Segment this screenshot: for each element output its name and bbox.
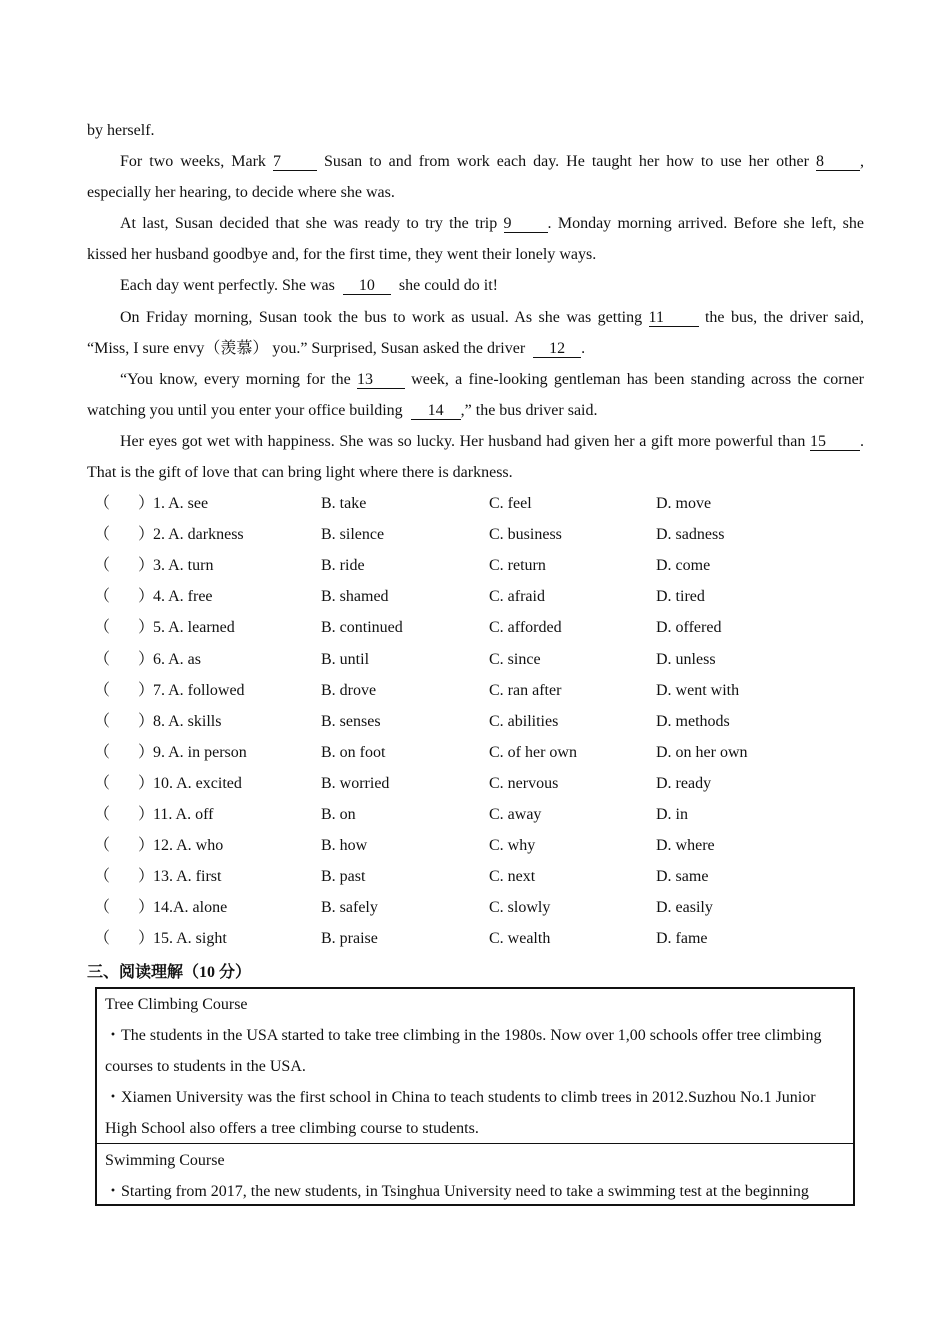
option-b: B. how [321, 837, 368, 855]
option-a: 5. A. learned [153, 619, 235, 637]
option-d: D. unless [656, 650, 716, 668]
passage-line [87, 463, 513, 483]
answer-paren-open[interactable]: （ [94, 495, 111, 512]
passage-text: Each day went perfectly. She was [120, 277, 335, 294]
option-d: D. went with [656, 681, 740, 699]
section-heading [87, 962, 251, 983]
blank-9: 9 [504, 215, 548, 233]
blank-14: 14 [411, 402, 461, 420]
option-c: C. business [489, 526, 562, 544]
passage-text: kissed her husband goodbye and, for the first time, they went their lonely ways. [87, 246, 597, 263]
passage-text: watching you until you enter your office building [87, 402, 403, 419]
option-c: C. ran after [489, 681, 562, 699]
option-d: D. ready [656, 774, 712, 792]
passage-text: Her eyes got wet with happiness. She was so lucky. Her husband had given her a gift more powerful than [120, 433, 806, 450]
answer-paren-close: ） [138, 681, 155, 699]
reading-table [95, 987, 855, 1206]
option-b: B. on [321, 806, 356, 823]
option-a: 9. A. in person [153, 743, 247, 761]
passage-line [120, 432, 864, 452]
answer-paren-open[interactable]: （ [94, 743, 111, 761]
option-c: C. return [489, 557, 546, 575]
answer-paren-close: ） [138, 930, 155, 948]
answer-paren-open[interactable]: （ [94, 774, 111, 792]
passage-text: , [860, 153, 865, 170]
section-points: 10 分 [199, 964, 236, 981]
swimming-heading: Swimming Course [105, 1152, 225, 1169]
question-row [87, 587, 867, 607]
question-row [87, 681, 867, 701]
blank-10: 10 [343, 277, 391, 295]
passage-line [87, 121, 155, 141]
question-row [87, 836, 867, 856]
passage-text: “Miss, I sure envy（羡慕） you.” Surprised, Susan asked the driver [87, 340, 526, 357]
passage-text: That is the gift of love that can bring light where there is darkness. [87, 464, 513, 481]
option-a: 11. A. off [153, 806, 214, 823]
option-b: B. worried [321, 774, 390, 792]
question-row [87, 867, 867, 887]
option-b: B. ride [321, 557, 365, 575]
answer-paren-close: ） [138, 588, 155, 606]
option-c: C. afforded [489, 619, 562, 637]
passage-line [87, 401, 598, 421]
passage-text: “You know, every morning for the [120, 371, 351, 388]
answer-paren-open[interactable]: （ [94, 806, 111, 823]
option-d: D. in [656, 806, 688, 823]
section-title: 三、阅读理解（ [87, 962, 200, 981]
option-c: C. nervous [489, 774, 559, 792]
section-title-close: ） [235, 962, 252, 981]
option-a: 10. A. excited [153, 774, 242, 792]
blank-12: 12 [533, 340, 581, 358]
option-c: C. feel [489, 495, 532, 512]
option-d: D. fame [656, 930, 708, 948]
option-c: C. slowly [489, 899, 551, 917]
option-d: D. tired [656, 588, 705, 606]
passage-text: by herself. [87, 122, 155, 139]
option-c: C. abilities [489, 712, 559, 730]
answer-paren-close: ） [138, 712, 155, 730]
question-row [87, 556, 867, 576]
option-b: B. silence [321, 526, 385, 544]
answer-paren-open[interactable]: （ [94, 712, 111, 730]
answer-paren-open[interactable]: （ [94, 526, 111, 544]
option-c: C. why [489, 837, 536, 855]
answer-paren-close: ） [138, 557, 155, 575]
option-a: 4. A. free [153, 588, 213, 606]
option-d: D. where [656, 837, 715, 855]
passage-line [120, 152, 864, 172]
answer-paren-close: ） [138, 837, 155, 855]
answer-paren-open[interactable]: （ [94, 899, 111, 917]
passage-text: ,” the bus driver said. [460, 402, 598, 419]
option-a: 14.A. alone [153, 899, 228, 917]
question-row [87, 898, 867, 918]
passage-line [120, 276, 498, 296]
answer-paren-open[interactable]: （ [94, 681, 111, 699]
question-row [87, 805, 867, 825]
answer-paren-open[interactable]: （ [94, 930, 111, 948]
blank-11: 11 [649, 309, 699, 327]
question-row [87, 743, 867, 763]
option-b: B. continued [321, 619, 403, 637]
option-a: 1. A. see [153, 495, 209, 512]
passage-text: the bus, the driver said, [704, 309, 865, 326]
option-a: 3. A. turn [153, 557, 214, 575]
passage-text: For two weeks, Mark [120, 153, 266, 170]
tree-climbing-bullet-2: ・Xiamen University was the first school in China to teach students to climb trees in 2012.Suzhou No.1 Junior [105, 1089, 816, 1106]
answer-paren-close: ） [138, 774, 155, 792]
passage-text: Susan to and from work each day. He taught her how to use her other [323, 153, 809, 170]
question-row [87, 618, 867, 638]
question-row [87, 929, 867, 949]
option-a: 7. A. followed [153, 681, 245, 699]
option-c: C. of her own [489, 743, 577, 761]
question-row [87, 712, 867, 732]
answer-paren-open[interactable]: （ [94, 868, 111, 886]
answer-paren-close: ） [138, 806, 155, 823]
passage-text: On Friday morning, Susan took the bus to work as usual. As she was getting [120, 309, 643, 326]
option-a: 8. A. skills [153, 712, 222, 730]
answer-paren-open[interactable]: （ [94, 557, 111, 575]
tree-climbing-heading: Tree Climbing Course [105, 996, 248, 1013]
option-b: B. take [321, 495, 367, 512]
answer-paren-close: ） [138, 868, 155, 886]
option-b: B. until [321, 650, 370, 668]
passage-text: . Monday morning arrived. Before she left, she [547, 215, 865, 232]
option-a: 13. A. first [153, 868, 222, 886]
passage-line [120, 370, 864, 390]
passage-line [87, 245, 596, 265]
passage-text: At last, Susan decided that she was ready to try the trip [120, 215, 498, 232]
answer-paren-close: ） [138, 526, 155, 544]
answer-paren-close: ） [138, 619, 155, 637]
tree-climbing-bullet-1: ・The students in the USA started to take tree climbing in the 1980s. Now over 1,00 schools offer tree climbing [105, 1027, 822, 1044]
option-d: D. come [656, 557, 711, 575]
option-b: B. past [321, 868, 366, 886]
option-a: 2. A. darkness [153, 526, 244, 544]
question-row [87, 650, 867, 670]
passage-line [87, 339, 585, 359]
option-b: B. senses [321, 712, 381, 730]
option-c: C. afraid [489, 588, 545, 606]
option-a: 15. A. sight [153, 930, 227, 948]
question-row [87, 774, 867, 794]
option-c: C. next [489, 868, 536, 886]
blank-15: 15 [810, 433, 860, 451]
passage-line [120, 308, 864, 328]
swimming-bullet-1: ・Starting from 2017, the new students, in Tsinghua University need to take a swimming test at the beginning [105, 1183, 809, 1200]
option-d: D. move [656, 495, 712, 512]
blank-8: 8 [816, 153, 860, 171]
option-d: D. on her own [656, 743, 748, 761]
question-row [87, 494, 867, 514]
blank-7: 7 [273, 153, 317, 171]
passage-line [120, 214, 864, 234]
option-d: D. sadness [656, 526, 725, 544]
passage-line [87, 183, 395, 203]
passage-text: . [581, 340, 586, 357]
blank-13: 13 [357, 371, 405, 389]
answer-paren-close: ） [138, 743, 155, 761]
option-d: D. same [656, 868, 709, 886]
answer-paren-close: ） [138, 650, 155, 668]
option-b: B. praise [321, 930, 378, 948]
tree-climbing-bullet-1-cont: courses to students in the USA. [105, 1058, 306, 1075]
option-c: C. since [489, 650, 541, 668]
option-a: 12. A. who [153, 837, 224, 855]
option-d: D. methods [656, 712, 730, 730]
table-divider [97, 1143, 853, 1144]
option-b: B. on foot [321, 743, 386, 761]
option-a: 6. A. as [153, 650, 201, 668]
question-row [87, 525, 867, 545]
option-b: B. shamed [321, 588, 389, 606]
passage-text: especially her hearing, to decide where she was. [87, 184, 395, 201]
answer-paren-open[interactable]: （ [94, 619, 111, 637]
option-b: B. drove [321, 681, 377, 699]
tree-climbing-bullet-2-cont: High School also offers a tree climbing course to students. [105, 1120, 479, 1137]
answer-paren-close: ） [138, 899, 155, 917]
option-c: C. wealth [489, 930, 551, 948]
answer-paren-open[interactable]: （ [94, 588, 111, 606]
option-d: D. easily [656, 899, 713, 917]
passage-text: . [860, 433, 865, 450]
answer-paren-open[interactable]: （ [94, 650, 111, 668]
passage-text: week, a fine-looking gentleman has been standing across the corner [411, 371, 865, 388]
option-b: B. safely [321, 899, 378, 917]
answer-paren-open[interactable]: （ [94, 837, 111, 855]
option-c: C. away [489, 806, 542, 823]
option-d: D. offered [656, 619, 722, 637]
answer-paren-close: ） [138, 495, 155, 512]
passage-text: she could do it! [398, 277, 498, 294]
